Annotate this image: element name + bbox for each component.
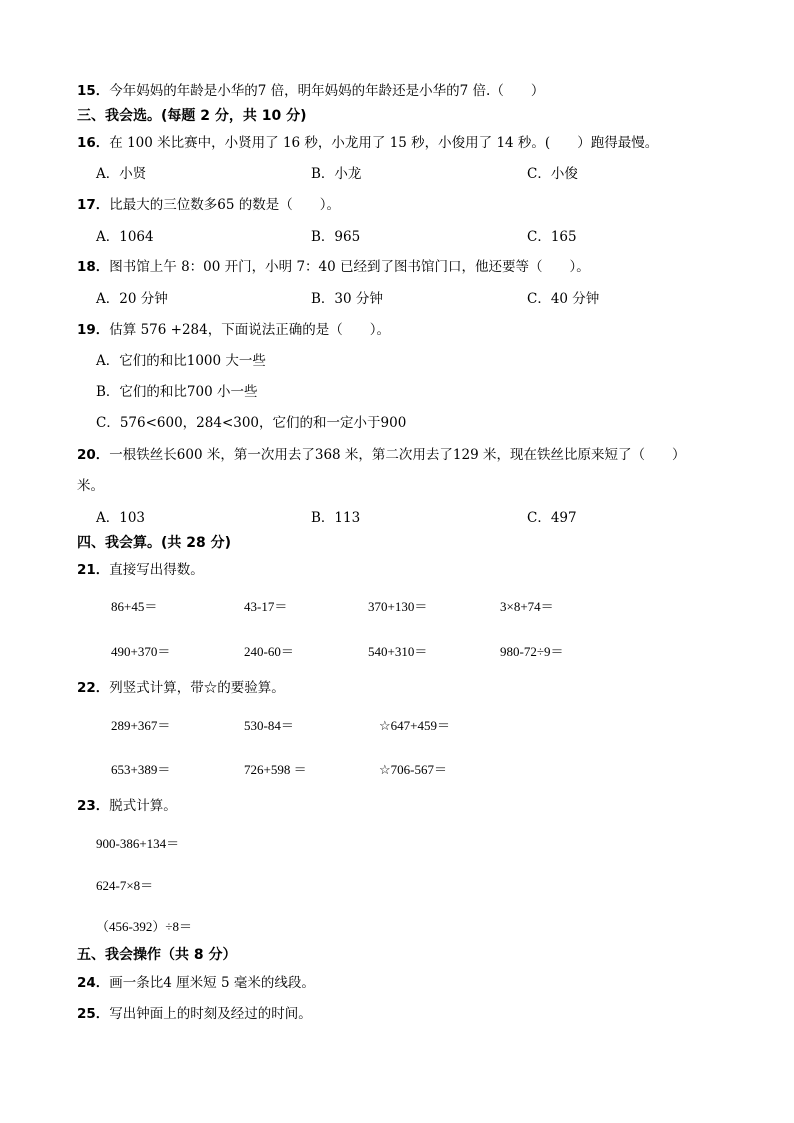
calc-item: 43-17＝	[244, 599, 288, 614]
calc-item: （456-392）÷8＝	[96, 919, 192, 934]
calc-item: 900-386+134＝	[96, 836, 180, 851]
question-number: 16．	[77, 135, 110, 151]
question-number: 15．	[77, 83, 110, 99]
question-text: 估算 576 +284，下面说法正确的是（ ）。	[109, 322, 390, 338]
calc-item: 240-60＝	[244, 644, 294, 659]
calc-item: 726+598 ＝	[244, 762, 307, 777]
option-c: C．40 分钟	[527, 291, 600, 307]
question-text: 写出钟面上的时刻及经过的时间。	[109, 1006, 312, 1022]
question-19	[77, 321, 390, 339]
question-text: 今年妈妈的年龄是小华的7 倍，明年妈妈的年龄还是小华的7 倍.（ ）	[109, 83, 545, 99]
option-b: B．113	[311, 510, 361, 526]
question-text: 画一条比4 厘米短 5 毫米的线段。	[109, 975, 315, 991]
calc-item: ☆647+459＝	[379, 718, 450, 733]
question-15	[77, 82, 544, 100]
question-16	[77, 134, 658, 152]
question-number: 24．	[77, 975, 110, 991]
option-a: A．1064	[96, 229, 154, 245]
question-20-continuation: 米。	[77, 478, 104, 494]
question-text: 直接写出得数。	[109, 562, 204, 578]
question-22	[77, 679, 285, 697]
calc-item: 289+367＝	[111, 718, 171, 733]
question-number: 23．	[77, 798, 110, 814]
question-25	[77, 1005, 312, 1023]
calc-item: 530-84＝	[244, 718, 294, 733]
section-3-title: 三、我会选。(每题 2 分，共 10 分)	[77, 108, 307, 124]
question-number: 18．	[77, 259, 110, 275]
question-number: 22．	[77, 680, 110, 696]
question-text: 脱式计算。	[109, 798, 177, 814]
question-text: 比最大的三位数多65 的数是（ ）。	[109, 197, 341, 213]
question-number: 21．	[77, 562, 110, 578]
option-c: C．497	[527, 510, 577, 526]
question-21	[77, 561, 204, 579]
calc-item: 624-7×8＝	[96, 878, 154, 893]
section-4-title: 四、我会算。(共 28 分)	[77, 535, 232, 551]
calc-item: ☆706-567＝	[379, 762, 447, 777]
calc-item: 653+389＝	[111, 762, 171, 777]
option-a: A．它们的和比1000 大一些	[96, 353, 266, 369]
question-20	[77, 446, 685, 464]
question-number: 19．	[77, 322, 110, 338]
option-b: B．965	[311, 229, 361, 245]
option-c: C．576<600，284<300，它们的和一定小于900	[96, 415, 407, 431]
section-5-title: 五、我会操作（共 8 分）	[77, 947, 237, 963]
calc-item: 3×8+74＝	[500, 599, 554, 614]
question-text: 列竖式计算，带☆的要验算。	[109, 680, 285, 696]
option-b: B．它们的和比700 小一些	[96, 384, 258, 400]
calc-item: 490+370＝	[111, 644, 171, 659]
calc-item: 980-72÷9＝	[500, 644, 564, 659]
question-17	[77, 196, 340, 214]
question-text: 一根铁丝长600 米，第一次用去了368 米，第二次用去了129 米，现在铁丝比原来短了（ ）	[109, 447, 686, 463]
option-a: A．103	[96, 510, 146, 526]
question-text: 在 100 米比赛中，小贤用了 16 秒，小龙用了 15 秒，小俊用了 14 秒。( ）跑得最慢。	[109, 135, 659, 151]
option-c: C．165	[527, 229, 577, 245]
option-a: A．20 分钟	[96, 291, 168, 307]
question-number: 25．	[77, 1006, 110, 1022]
option-b: B．小龙	[311, 166, 362, 182]
question-number: 17．	[77, 197, 110, 213]
question-24	[77, 974, 315, 992]
calc-item: 370+130＝	[368, 599, 428, 614]
option-c: C．小俊	[527, 166, 578, 182]
option-a: A．小贤	[96, 166, 147, 182]
option-b: B．30 分钟	[311, 291, 383, 307]
question-18	[77, 258, 590, 276]
question-23	[77, 797, 177, 815]
calc-item: 540+310＝	[368, 644, 428, 659]
calc-item: 86+45＝	[111, 599, 158, 614]
question-number: 20．	[77, 447, 110, 463]
question-text: 图书馆上午 8：00 开门，小明 7：40 已经到了图书馆门口，他还要等（ ）。	[109, 259, 590, 275]
